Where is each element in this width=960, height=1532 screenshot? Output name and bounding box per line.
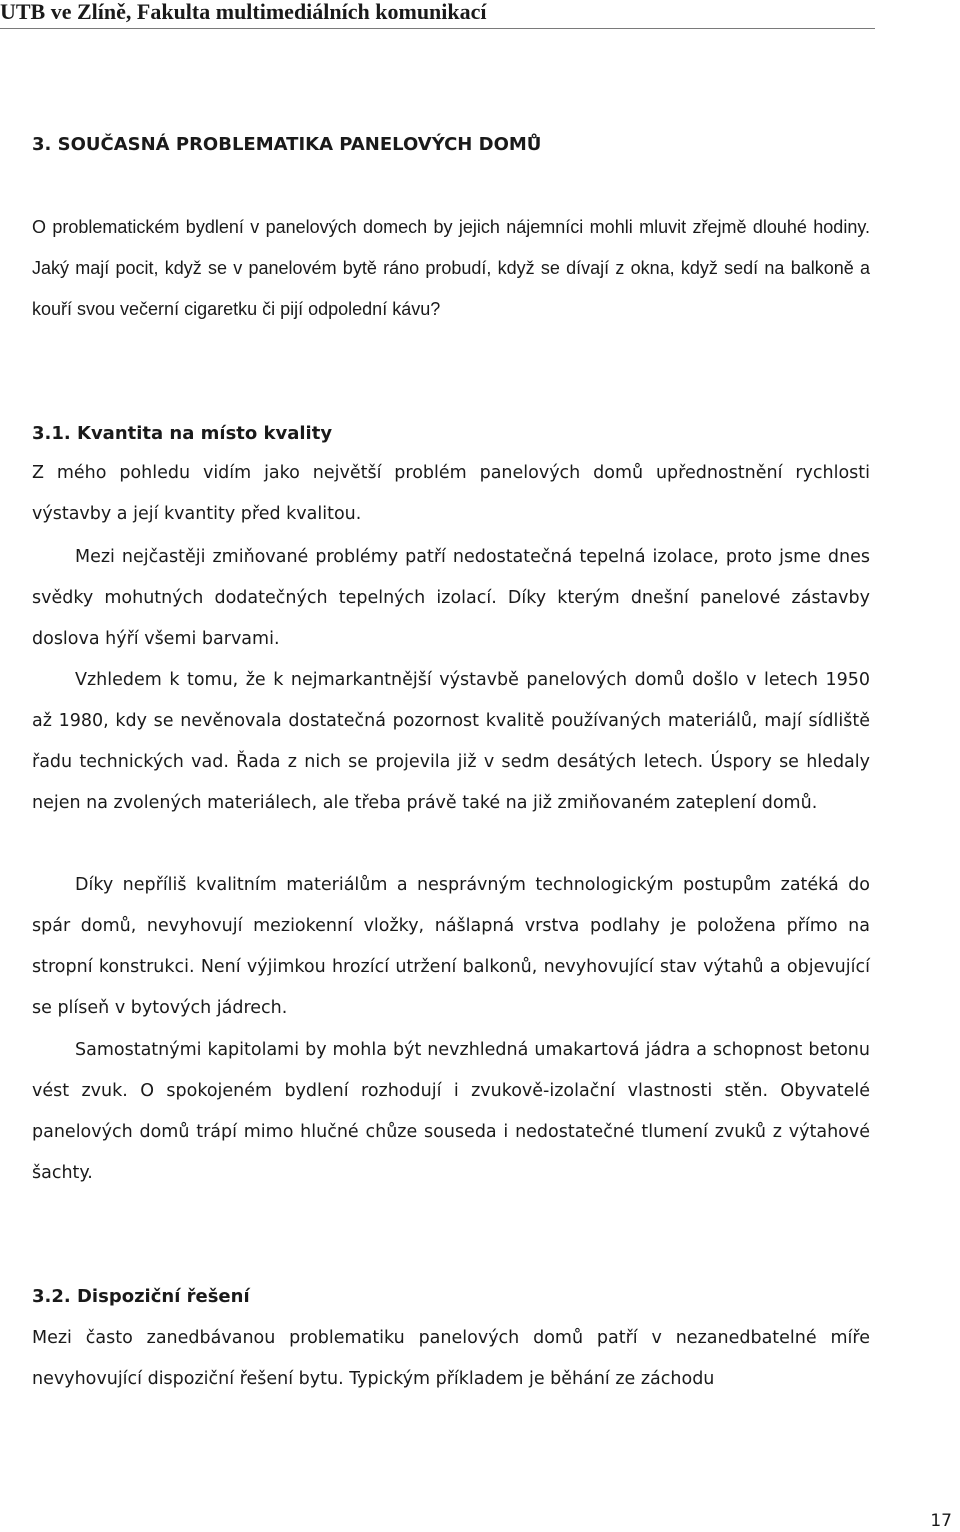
chapter-intro-paragraph: O problematickém bydlení v panelových domech by jejich nájemníci mohli mluvit zřejmě dlouhé hodiny. Jaký mají pocit, když se v panelovém bytě ráno probudí, když se dívají z okna, když sedí na balkoně a kouří svou večerní cigaretku či pijí odpolední kávu? bbox=[32, 217, 870, 319]
section-3-1-paragraph-4: Díky nepříliš kvalitním materiálům a nesprávným technologickým postupům zatéká do spár domů, nevyhovují meziokenní vložky, nášlapná vrstva podlahy je položena přímo na stropní konstrukci. Není výjimkou hrozící utržení balkonů, nevyhovující stav výtahů a objevující se plíseň v bytových jádrech. bbox=[32, 875, 870, 1018]
running-header: UTB ve Zlíně, Fakulta multimediálních komunikací bbox=[0, 0, 875, 29]
section-3-2-paragraph-1: Mezi často zanedbávanou problematiku panelových domů patří v nezanedbatelné míře nevyhovující dispoziční řešení bytu. Typickým příkladem je běhání ze záchodu bbox=[32, 1328, 870, 1389]
section-3-1-paragraph-5: Samostatnými kapitolami by mohla být nevzhledná umakartová jádra a schopnost betonu vést zvuk. O spokojeném bydlení rozhodují i zvukově-izolační vlastnosti stěn. Obyvatelé panelových domů trápí mimo hlučné chůze souseda i nedostatečné tlumení zvuků z výtahové šachty. bbox=[32, 1040, 870, 1183]
page-number: 17 bbox=[930, 1511, 952, 1531]
section-heading-3-1: 3.1. Kvantita na místo kvality bbox=[32, 423, 333, 444]
section-3-1-paragraph-2: Mezi nejčastěji zmiňované problémy patří nedostatečná tepelná izolace, proto jsme dnes svědky mohutných dodatečných tepelných izolací. Díky kterým dnešní panelové zástavby doslova hýří všemi barvami. bbox=[32, 547, 870, 649]
section-3-1-paragraph-1: Z mého pohledu vidím jako největší problém panelových domů upřednostnění rychlosti výstavby a její kvantity před kvalitou. bbox=[32, 463, 870, 524]
chapter-heading: 3. SOUČASNÁ PROBLEMATIKA PANELOVÝCH DOMŮ bbox=[32, 134, 542, 155]
section-heading-3-2: 3.2. Dispoziční řešení bbox=[32, 1286, 250, 1307]
section-3-1-paragraph-3: Vzhledem k tomu, že k nejmarkantnější výstavbě panelových domů došlo v letech 1950 až 1980, kdy se nevěnovala dostatečná pozornost kvalitě používaných materiálů, mají sídliště řadu technických vad. Řada z nich se projevila již v sedm desátých letech. Úspory se hledaly nejen na zvolených materiálech, ale třeba právě také na již zmiňovaném zateplení domů. bbox=[32, 670, 870, 813]
